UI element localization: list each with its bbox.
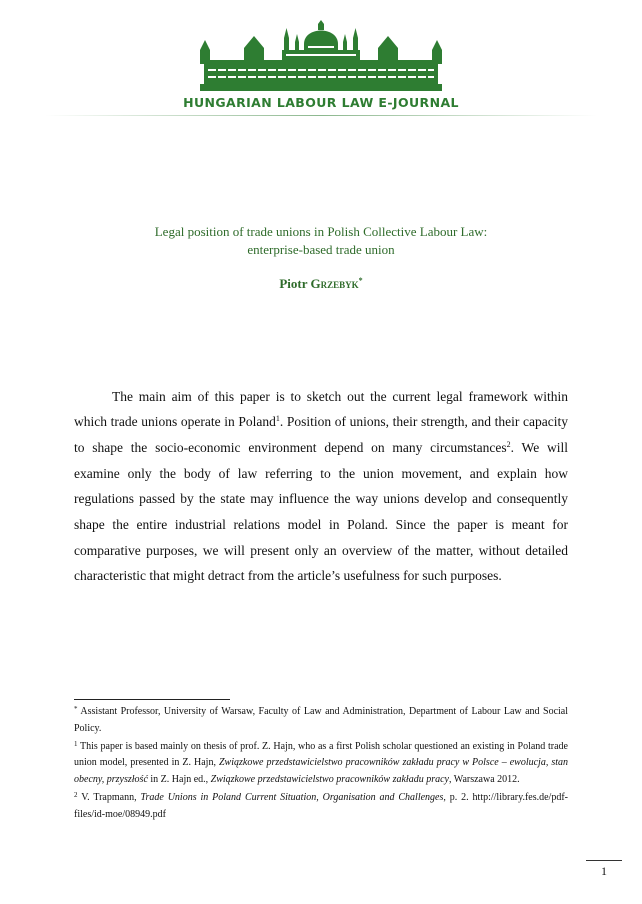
footnote-2-text-2: , p. 2. http://library.fes.de/pdf-files/id-moe/08949.pdf [74,791,568,820]
article-title-line-2: enterprise-based trade union [247,242,395,257]
footnote-2-mark: 2 [74,790,78,799]
body-text-part-2: . Position of unions, their strength, and their capacity to shape the socio-economic environment depend on many circumstances [74,414,569,455]
author-first-name: Piotr [279,276,308,291]
footnote-2-text: V. Trapmann, [77,791,141,803]
footnote-1-text: This paper is based mainly on thesis of prof. Z. Hajn, who as a first Polish scholar questioned an existing in Poland trade union model, presented in Z. Hajn, [74,740,568,769]
body-text-part-3: . We will examine only the body of law referring to the union movement, and explain how regulations passed by the state may influence the way unions develop and consequently shape the entire industrial relations model in Poland. Since the paper is meant for comparative purposes, we will present only an overview of the matter, without detailed characteristic that might detract from the article’s usefulness for such purposes. [74,439,568,584]
footnote-1-work-title: Związkowe przedstawicielstwo pracowników zakładu pracy w Polsce – ewolucja, stan obecny, przyszłość [74,757,568,786]
footnote-separator [74,699,230,700]
footnote-1-book-title: Związkowe przedstawicielstwo pracowników zakładu pracy [210,774,449,786]
footnote-2 [74,790,568,824]
parliament-building-icon [196,20,446,94]
footnote-star-mark: * [74,705,78,713]
author-footnote-mark: * [358,276,363,285]
footnotes [74,704,568,825]
article-author [0,276,642,292]
footnote-2-work-title: Trade Unions in Poland Current Situation, Organisation and Challenges [140,791,444,803]
footnote-1-mark: 1 [74,739,78,748]
journal-name: HUNGARIAN LABOUR LAW E-JOURNAL [183,95,459,110]
footnote-star [74,704,568,738]
body-paragraph [74,384,568,590]
article-title-line-1: Legal position of trade unions in Polish Collective Labour Law: [154,224,488,239]
body-text-part-1: The main aim of this paper is to sketch out the current legal framework within which trade unions operate in Poland [74,388,568,430]
page-number: 1 [601,864,607,878]
footnote-1-text-2: in Z. Hajn ed., [147,774,211,786]
author-last-name: Grzebyk [310,276,359,291]
page-number-rule [586,860,622,861]
footnote-ref-1: 1 [275,414,280,424]
footnote-1-text-3: , Warszawa 2012. [448,774,520,786]
header-divider [45,115,597,116]
footnote-1 [74,739,568,789]
footnote-star-text: Assistant Professor, University of Warsaw, Faculty of Law and Administration, Department of Labour Law and Social Policy. [74,706,568,734]
footnote-ref-2: 2 [506,439,511,449]
